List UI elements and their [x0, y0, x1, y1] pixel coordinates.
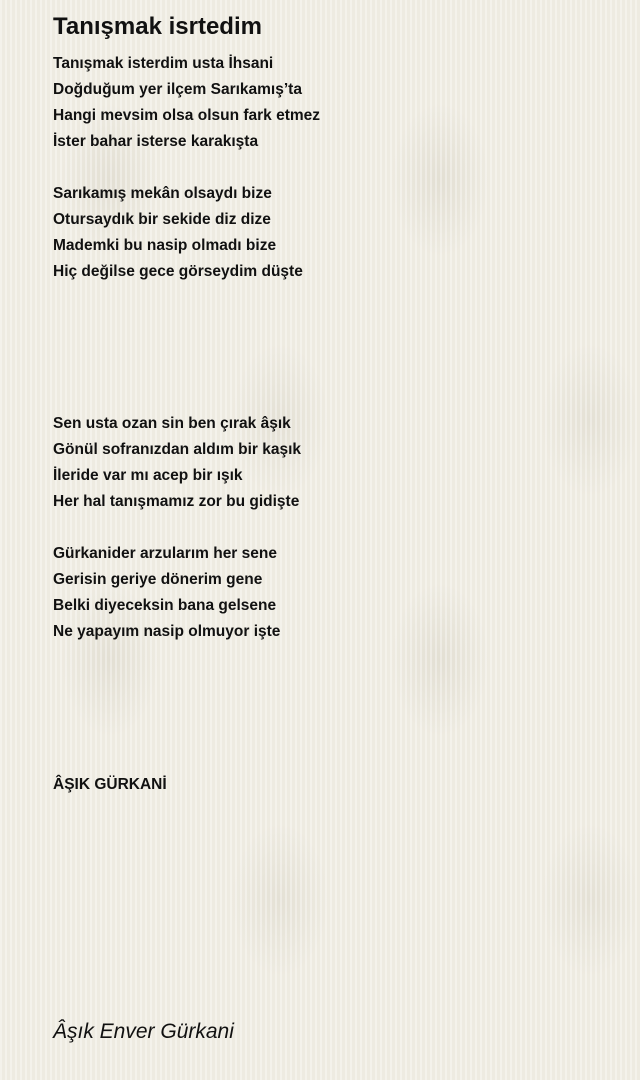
poem-line: Hiç değilse gece görseydim düşte [53, 263, 303, 280]
poem-line: Sarıkamış mekân olsaydı bize [53, 185, 272, 202]
poem-line: Ne yapayım nasip olmuyor işte [53, 623, 281, 640]
stanza-4 [53, 541, 280, 645]
poem-line: Sen usta ozan sin ben çırak âşık [53, 415, 291, 432]
poem-line: Gerisin geriye dönerim gene [53, 571, 263, 588]
author-signature: Âşık Enver Gürkani [53, 1020, 234, 1043]
poem-line: İster bahar isterse karakışta [53, 133, 259, 150]
stanza-3 [53, 411, 301, 515]
poem-line: Belki diyeceksin bana gelsene [53, 597, 277, 614]
poem-line: Her hal tanışmamız zor bu gidişte [53, 493, 300, 510]
poem-line: Gürkanider arzularım her sene [53, 545, 277, 562]
poem-line: Otursaydık bir sekide diz dize [53, 211, 271, 228]
stanza-2 [53, 181, 303, 285]
stanza-1 [53, 51, 320, 155]
poem-line: İleride var mı acep bir ışık [53, 467, 243, 484]
poem-title: Tanışmak isrtedim [53, 13, 262, 40]
poem-line: Gönül sofranızdan aldım bir kaşık [53, 441, 302, 458]
author-tag: ÂŞIK GÜRKANİ [53, 776, 167, 793]
poem-line: Doğduğum yer ilçem Sarıkamış’ta [53, 81, 302, 98]
poem-line: Tanışmak isterdim usta İhsani [53, 55, 274, 72]
poem-line: Hangi mevsim olsa olsun fark etmez [53, 107, 321, 124]
poem-line: Mademki bu nasip olmadı bize [53, 237, 277, 254]
